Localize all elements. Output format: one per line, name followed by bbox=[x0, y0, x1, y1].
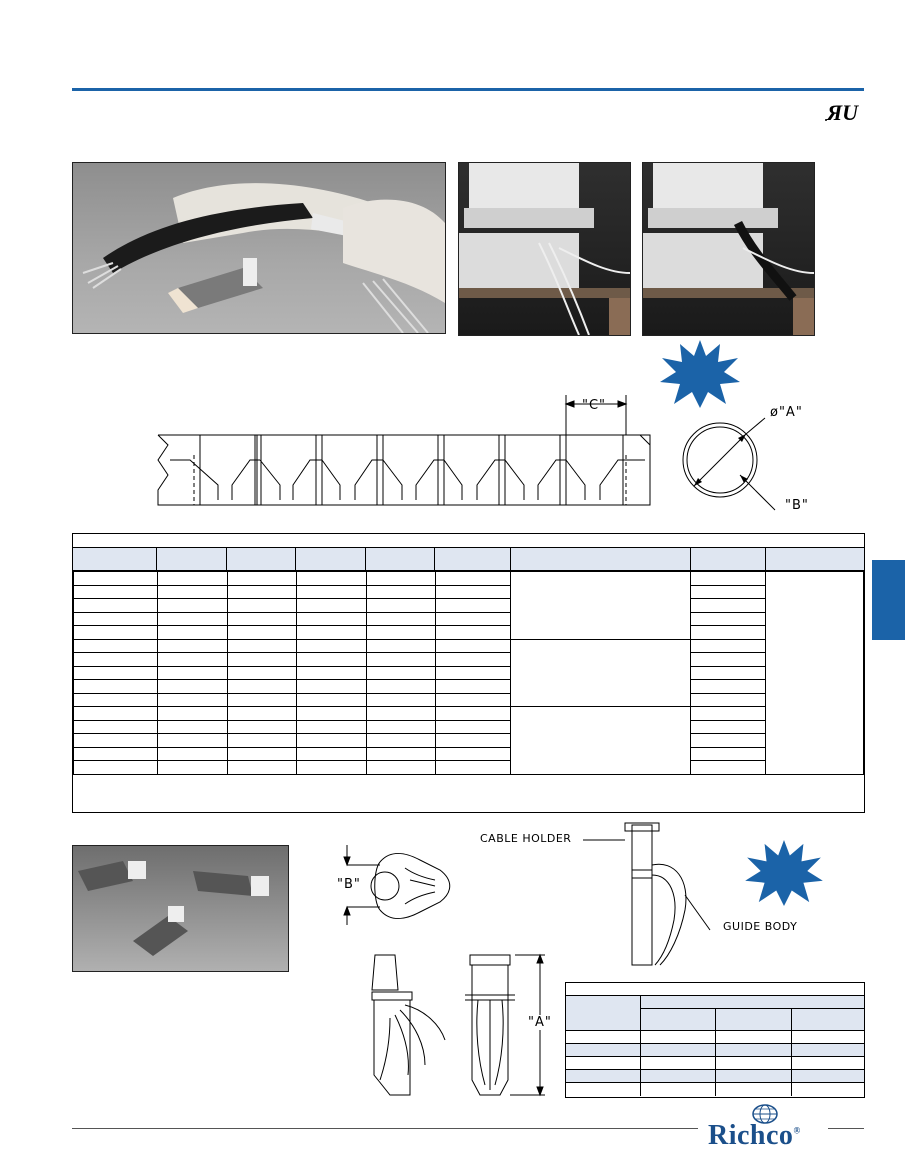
table-row bbox=[74, 639, 864, 653]
guide-body-callout: GUIDE BODY bbox=[723, 920, 798, 933]
table-row bbox=[566, 1044, 864, 1057]
table-row bbox=[74, 612, 864, 626]
table-row bbox=[74, 626, 864, 640]
table-row bbox=[566, 1057, 864, 1070]
spec-table-header-row bbox=[73, 548, 864, 571]
product-photo-computer-after bbox=[642, 162, 815, 336]
guide-spec-table bbox=[565, 982, 865, 1098]
spec-table-body bbox=[73, 571, 864, 775]
dimension-b-label: "B" bbox=[785, 498, 809, 513]
table-row bbox=[74, 572, 864, 586]
product-photo-computer-before bbox=[458, 162, 631, 336]
computer-after-illustration bbox=[643, 163, 814, 335]
product-photo-hands-wrapping bbox=[72, 162, 446, 334]
svg-text:ЯU: ЯU bbox=[827, 100, 859, 124]
header-rule bbox=[72, 88, 864, 91]
table-row bbox=[74, 585, 864, 599]
hands-wrap-illustration bbox=[73, 163, 445, 333]
table-row bbox=[74, 720, 864, 734]
ul-certification-icon bbox=[823, 100, 863, 124]
table-row bbox=[74, 761, 864, 775]
spec-table bbox=[72, 533, 865, 813]
dimension-a-guide-label: "A" bbox=[528, 1015, 552, 1030]
spiral-wrap-strip-diagram bbox=[150, 390, 660, 510]
table-row bbox=[74, 666, 864, 680]
dimension-a-label: ø"A" bbox=[770, 405, 803, 420]
table-row bbox=[74, 653, 864, 667]
table-row bbox=[566, 1083, 864, 1096]
cable-holder-callout: CABLE HOLDER bbox=[480, 832, 572, 845]
dimension-c-label: "C" bbox=[582, 398, 607, 413]
cable-holder-assembly-diagram bbox=[580, 820, 730, 970]
guide-tools-illustration bbox=[73, 846, 288, 971]
dimension-b-guide-label: "B" bbox=[337, 877, 361, 892]
table-row bbox=[74, 747, 864, 761]
section-tab bbox=[872, 560, 905, 640]
table-row bbox=[566, 1031, 864, 1044]
computer-before-illustration bbox=[459, 163, 630, 335]
product-photo-guide-tools bbox=[72, 845, 289, 972]
spec-table-title-row bbox=[73, 534, 864, 548]
table-row bbox=[74, 734, 864, 748]
new-product-burst-icon-2 bbox=[745, 840, 823, 906]
table-row bbox=[566, 1070, 864, 1083]
table-row bbox=[74, 707, 864, 721]
table-row bbox=[74, 693, 864, 707]
brand-logo-text: Richco® bbox=[708, 1120, 801, 1151]
new-product-burst-icon bbox=[660, 340, 740, 408]
table-row bbox=[74, 680, 864, 694]
table-row bbox=[74, 599, 864, 613]
